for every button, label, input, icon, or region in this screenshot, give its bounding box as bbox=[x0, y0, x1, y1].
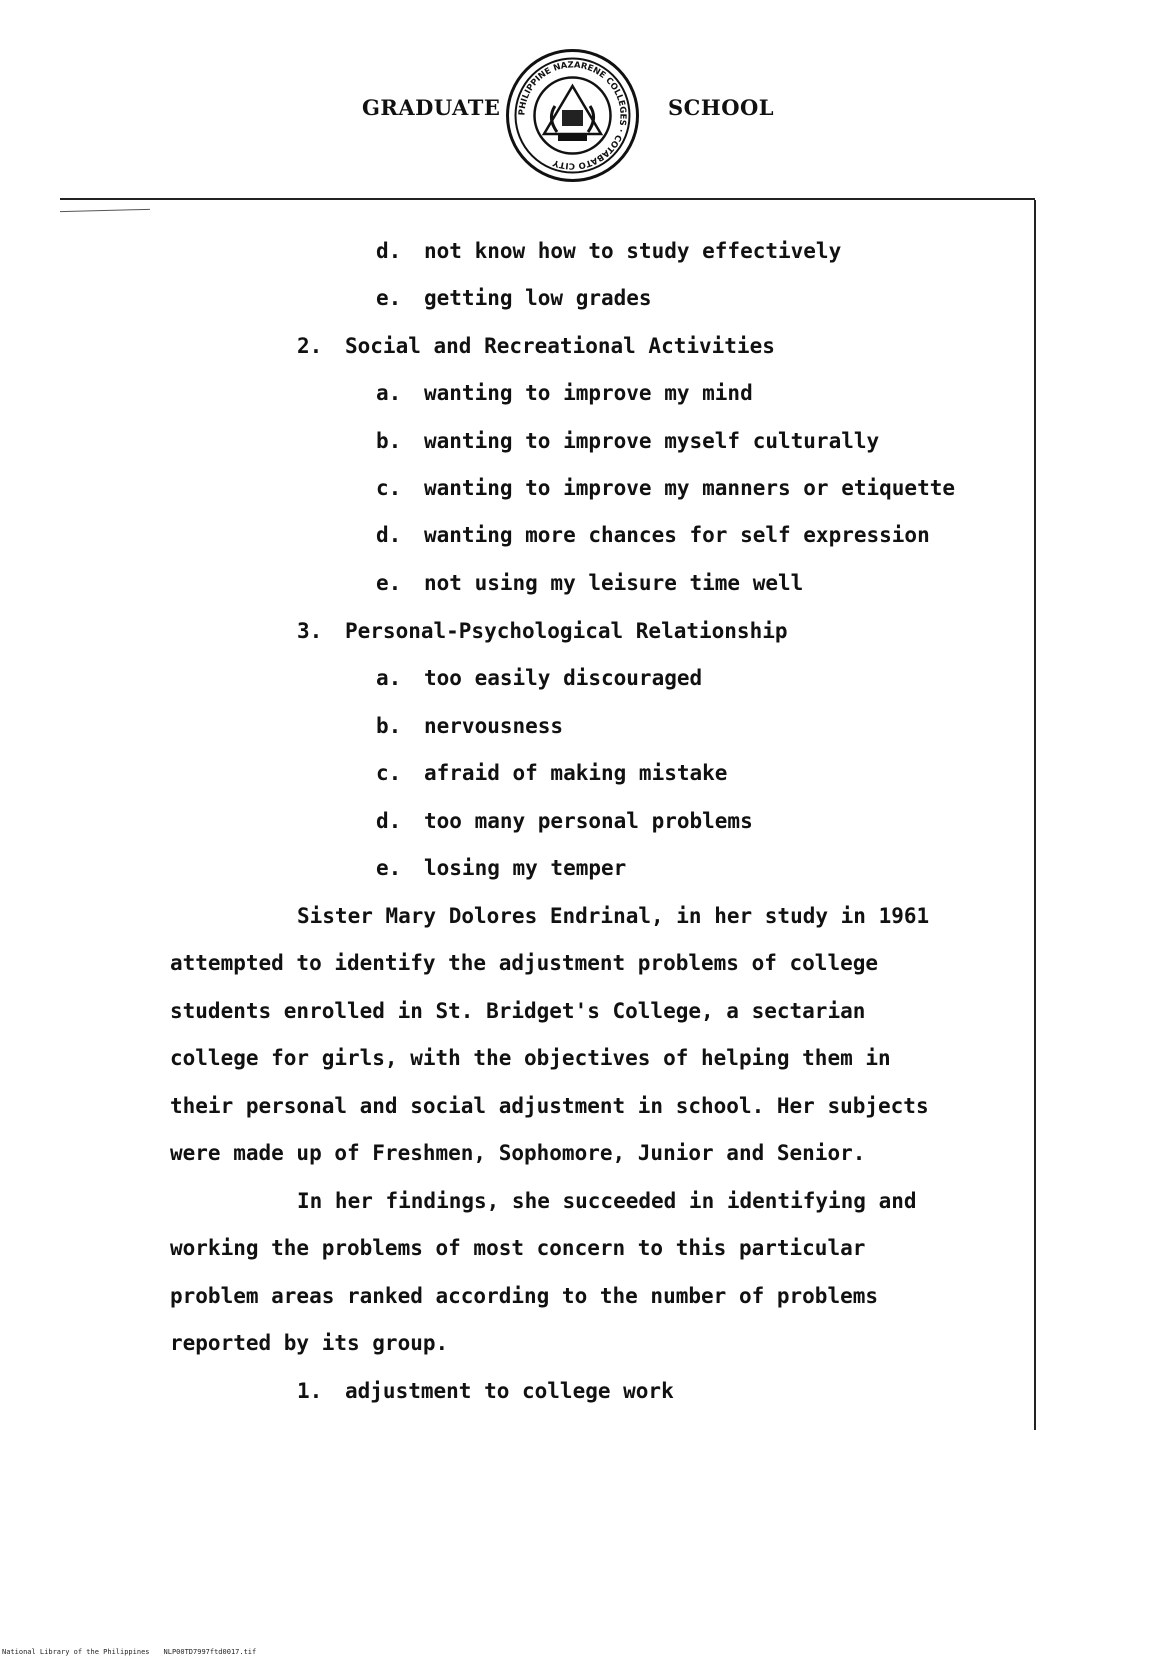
list-item: a. wanting to improve my mind bbox=[376, 381, 753, 405]
list-item: a. too easily discouraged bbox=[376, 666, 703, 690]
header-divider-mark bbox=[60, 209, 150, 212]
paragraph-line: students enrolled in St. Bridget's College, a sectarian bbox=[170, 999, 866, 1023]
list-item: e. not using my leisure time well bbox=[376, 571, 804, 595]
list-item: c. wanting to improve my manners or etiquette bbox=[376, 476, 956, 500]
list-item: c. afraid of making mistake bbox=[376, 761, 728, 785]
section-heading: 3. Personal-Psychological Relationship bbox=[297, 619, 788, 643]
header-left-word: GRADUATE bbox=[362, 95, 501, 120]
list-item: d. too many personal problems bbox=[376, 809, 753, 833]
college-seal-icon bbox=[505, 48, 640, 183]
list-item: e. getting low grades bbox=[376, 286, 652, 310]
paragraph-line: problem areas ranked according to the number of problems bbox=[170, 1284, 879, 1308]
list-item: e. losing my temper bbox=[376, 856, 627, 880]
paragraph-line: college for girls, with the objectives of helping them in bbox=[170, 1046, 891, 1070]
paragraph-line: reported by its group. bbox=[170, 1331, 449, 1355]
list-item: b. nervousness bbox=[376, 714, 564, 738]
list-item: d. not know how to study effectively bbox=[376, 239, 842, 263]
paragraph-line: their personal and social adjustment in school. Her subjects bbox=[170, 1094, 929, 1118]
footer-filename: NLP00TD7997ftd0017.tif bbox=[163, 1648, 257, 1656]
footer-library: National Library of the Philippines bbox=[2, 1648, 150, 1656]
list-item: b. wanting to improve myself culturally bbox=[376, 429, 880, 453]
list-item: d. wanting more chances for self expression bbox=[376, 523, 930, 547]
paragraph-line: working the problems of most concern to this particular bbox=[170, 1236, 866, 1260]
paragraph-line: In her findings, she succeeded in identifying and bbox=[297, 1189, 917, 1213]
seal-text: PHILIPPINE NAZARENE COLLEGES · COTABATO CITY bbox=[517, 60, 628, 171]
section-heading: 2. Social and Recreational Activities bbox=[297, 334, 775, 358]
paragraph-line: Sister Mary Dolores Endrinal, in her study in 1961 bbox=[297, 904, 930, 928]
paragraph-line: attempted to identify the adjustment problems of college bbox=[170, 951, 879, 975]
paragraph-line: were made up of Freshmen, Sophomore, Junior and Senior. bbox=[170, 1141, 866, 1165]
header-right-word: SCHOOL bbox=[668, 95, 775, 120]
scan-footer bbox=[2, 1648, 256, 1656]
header-divider bbox=[60, 198, 1035, 200]
list-item: 1. adjustment to college work bbox=[297, 1379, 674, 1403]
right-margin-line bbox=[1034, 200, 1036, 1430]
